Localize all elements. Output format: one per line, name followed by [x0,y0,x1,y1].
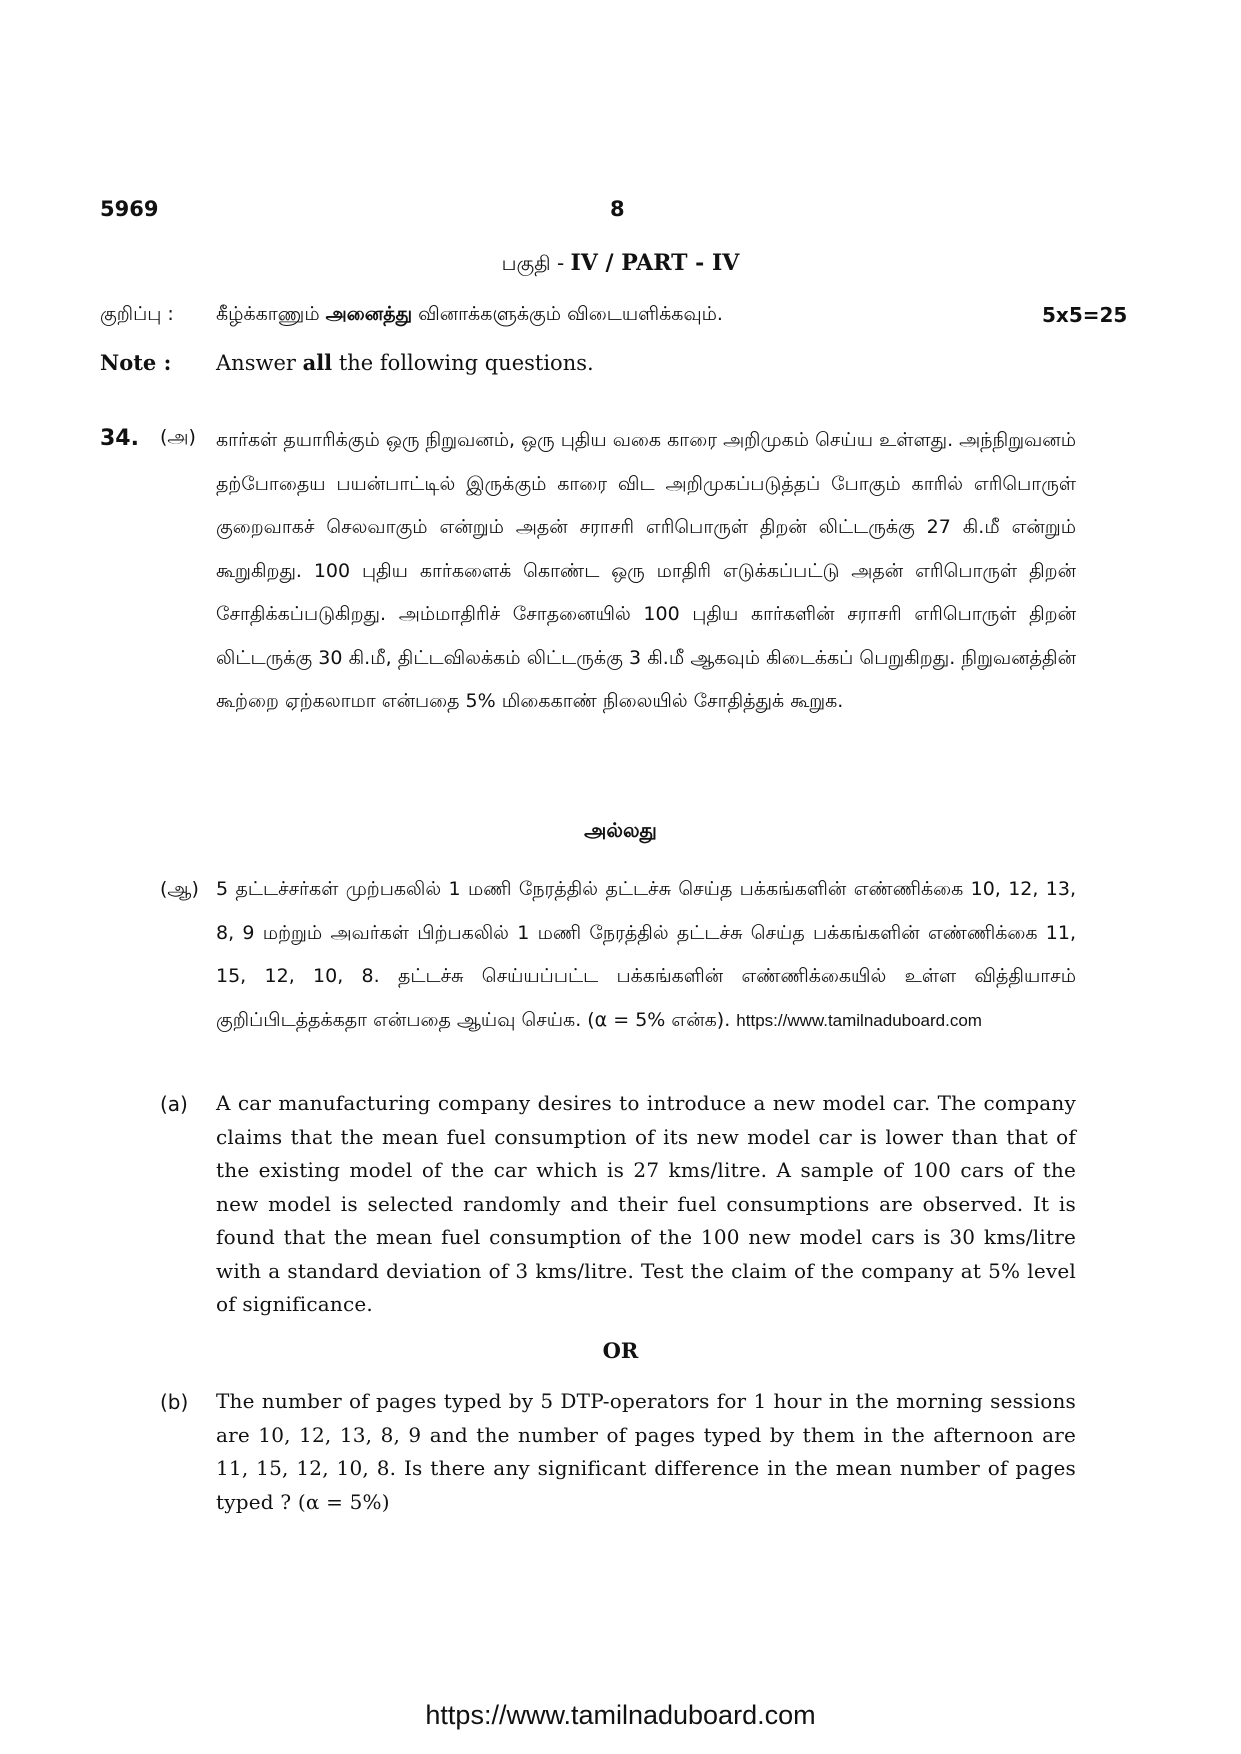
part-title-tamil: பகுதி - [501,251,571,275]
question-number: 34. [100,426,139,451]
inline-watermark-url: https://www.tamilnaduboard.com [736,1010,982,1030]
question-b-tamil-text: 5 தட்டச்சர்கள் முற்பகலில் 1 மணி நேரத்தில் தட்டச்சு செய்த பக்கங்களின் எண்ணிக்கை 10, 12, 13, 8, 9 மற்றும் அவர்கள் பிற்பகலில் 1 மணி நேரத்தில் தட்டச்சு செய்த பக்கங்களின் எண்ணிக்கை 11, 15, 12, 10, 8. தட்டச்சு செய்யப்பட்ட பக்கங்களின் எண்ணிக்கையில் உள்ள வித்தியாசம் குறிப்பிடத்தக்கதா என்பதை ஆய்வு செய்க. (α = 5% என்க). [216,878,1076,1031]
question-a-english-label: (a) [160,1092,188,1116]
note-label-tamil: குறிப்பு : [100,303,174,325]
note-text-english [216,350,594,375]
part-title [0,250,1241,278]
note-english-bold: all [302,350,333,375]
note-english-before: Answer [216,351,303,375]
question-a-tamil-label: (அ) [160,426,196,448]
question-a-tamil-text: கார்கள் தயாரிக்கும் ஒரு நிறுவனம், ஒரு புதிய வகை காரை அறிமுகம் செய்ய உள்ளது. அந்நிறுவனம் தற்போதைய பயன்பாட்டில் இருக்கும் காரை விட அறிமுகப்படுத்தப் போகும் காரில் எரிபொருள் குறைவாகச் செலவாகும் என்றும் அதன் சராசரி எரிபொருள் திறன் லிட்டருக்கு 27 கி.மீ என்றும் கூறுகிறது. 100 புதிய கார்களைக் கொண்ட ஒரு மாதிரி எடுக்கப்பட்டு அதன் எரிபொருள் திறன் சோதிக்கப்படுகிறது. அம்மாதிரிச் சோதனையில் 100 புதிய கார்களின் சராசரி எரிபொருள் திறன் லிட்டருக்கு 30 கி.மீ, திட்டவிலக்கம் லிட்டருக்கு 3 கி.மீ ஆகவும் கிடைக்கப் பெறுகிறது. நிறுவனத்தின் கூற்றை ஏற்கலாமா என்பதை 5% மிகைகாண் நிலையில் சோதித்துக் கூறுக. [216,429,1076,712]
note-tamil-before: கீழ்க்காணும் [216,303,326,325]
note-label-english: Note : [100,350,172,375]
question-a-english-text: A car manufacturing company desires to introduce a new model car. The company claims that the mean fuel consumption of its new model car is lower than that of the existing model of the car which is 27 kms/litre. A sample of 100 cars of the new model is selected randomly and their fuel consumptions are observed. It is found that the mean fuel consumption of the 100 new model cars is 30 kms/litre with a standard deviation of 3 kms/litre. Test the claim of the company at 5% level of significance. [216,1091,1076,1316]
or-divider-english: OR [602,1338,639,1363]
note-english-after: the following questions. [332,351,594,375]
note-tamil-after: வினாக்களுக்கும் விடையளிக்கவும். [412,303,723,325]
question-b-tamil [216,868,1076,1042]
question-b-english-text: The number of pages typed by 5 DTP-operators for 1 hour in the morning sessions are 10, 12, 13, 8, 9 and the number of pages typed by them in the afternoon are 11, 15, 12, 10, 8. Is there any significant difference in the mean number of pages typed ? (α = 5%) [216,1389,1076,1514]
footer-url: https://www.tamilnaduboard.com [425,1700,816,1730]
page-number: 8 [610,197,625,221]
or-divider-tamil: அல்லது [584,818,657,842]
question-b-english-label: (b) [160,1390,189,1414]
note-text-tamil [216,303,723,328]
paper-code: 5969 [100,197,159,221]
marks-allocation: 5x5=25 [1042,303,1128,327]
note-tamil-bold: அனைத்து [325,303,413,325]
part-title-english: IV / PART - IV [570,250,740,276]
question-b-tamil-label: (ஆ) [160,878,199,900]
